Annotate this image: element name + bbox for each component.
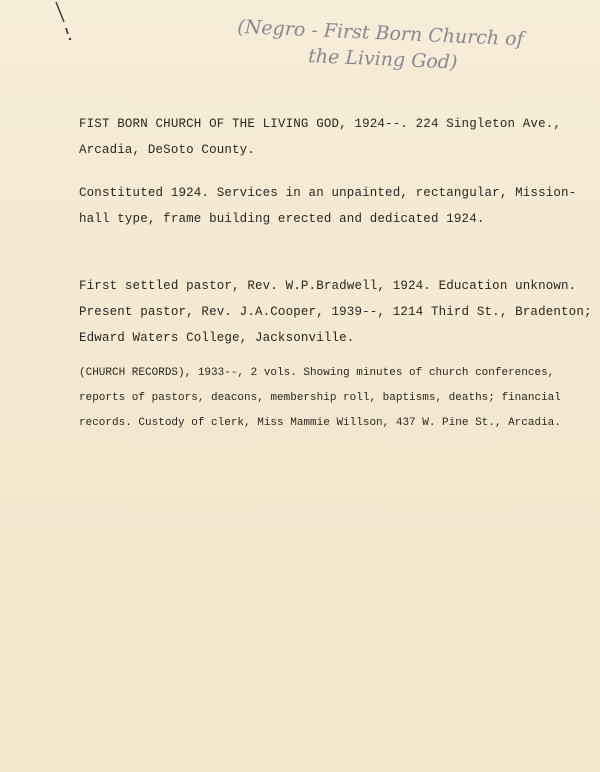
- handwritten-margin-note: [236, 14, 568, 80]
- margin-note-line-1: (Negro - First Born Church of: [236, 15, 525, 51]
- church-title-paragraph: [79, 111, 562, 163]
- title-line-2: Arcadia, DeSoto County.: [79, 143, 255, 157]
- margin-note-line-2: the Living God): [307, 45, 458, 74]
- pastors-line-2: Present pastor, Rev. J.A.Cooper, 1939--, 1214 Third St., Bradenton;: [79, 305, 592, 319]
- constitution-line-1: Constituted 1924. Services in an unpainted, rectangular, Mission-: [79, 186, 577, 200]
- records-line-2: reports of pastors, deacons, membership roll, baptisms, deaths; financial: [79, 392, 561, 404]
- pastors-line-3: Edward Waters College, Jacksonville.: [79, 331, 355, 345]
- pastors-paragraph: [79, 273, 592, 351]
- pastors-line-1: First settled pastor, Rev. W.P.Bradwell, 1924. Education unknown.: [79, 279, 577, 293]
- pencil-tick-marks: [50, 0, 80, 45]
- title-line-1: FIST BORN CHURCH OF THE LIVING GOD, 1924--. 224 Singleton Ave.,: [79, 117, 562, 131]
- records-line-1: (CHURCH RECORDS), 1933--, 2 vols. Showing minutes of church conferences,: [79, 367, 555, 379]
- records-line-3: records. Custody of clerk, Miss Mammie Willson, 437 W. Pine St., Arcadia.: [79, 417, 561, 429]
- church-records-paragraph: [79, 361, 561, 436]
- constitution-line-2: hall type, frame building erected and dedicated 1924.: [79, 212, 485, 226]
- constitution-paragraph: [79, 180, 577, 232]
